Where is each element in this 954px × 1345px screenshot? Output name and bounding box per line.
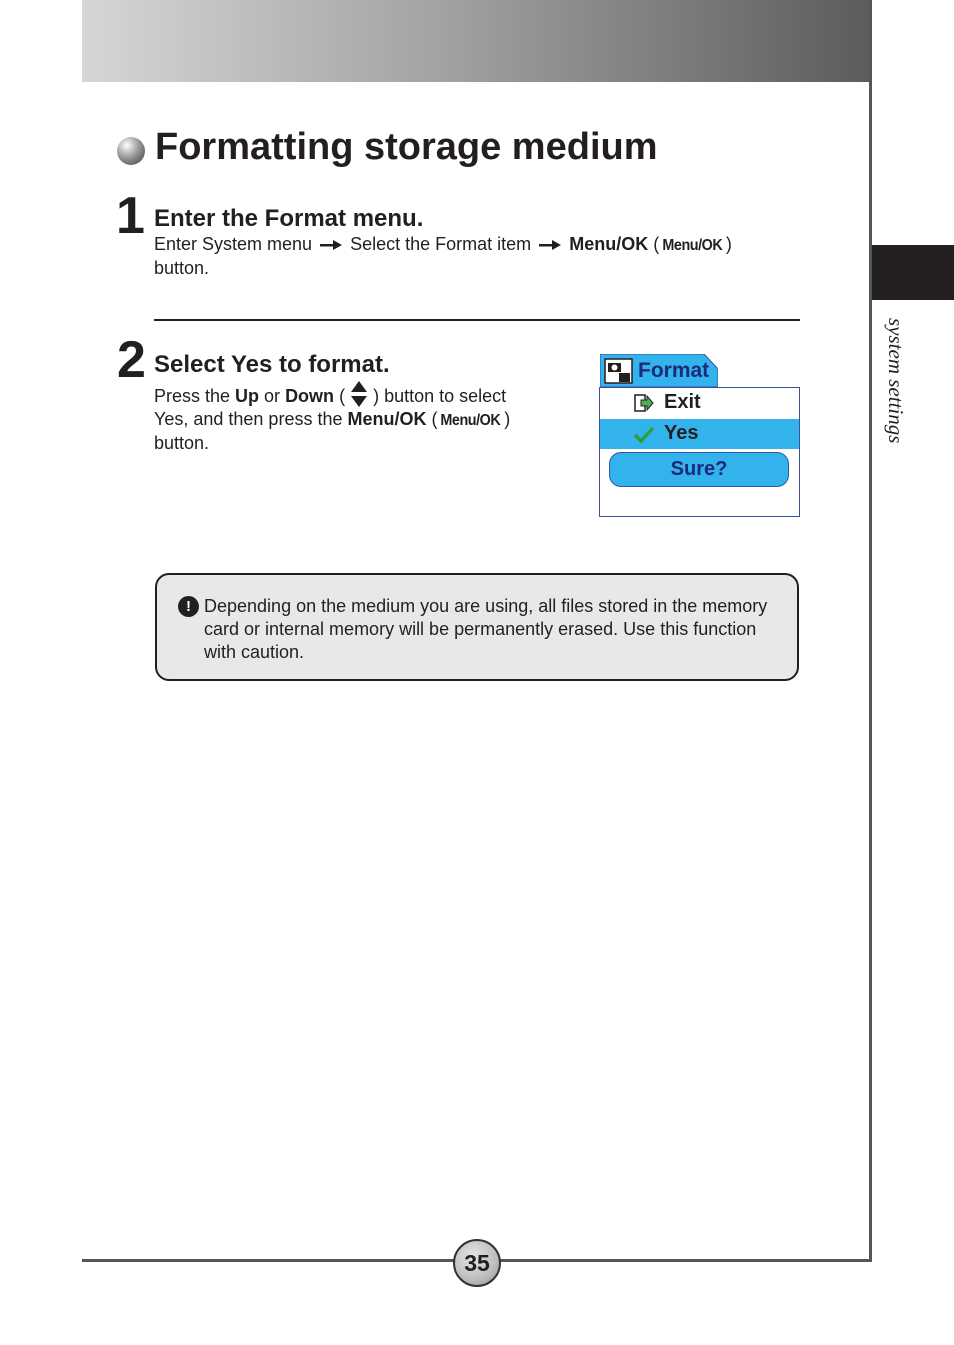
menu-ok-button-icon: Menu/OK	[440, 412, 501, 429]
section-tab	[872, 245, 954, 300]
step-divider	[154, 319, 800, 321]
camera-settings-icon	[605, 359, 632, 383]
warning-icon: !	[178, 596, 199, 617]
step-1-number: 1	[116, 187, 145, 245]
caution-note-text: Depending on the medium you are using, all files stored in the memory card or internal memory will be permanently erased. Use this function with caution.	[204, 596, 768, 662]
right-margin-rule	[869, 0, 872, 1262]
step-2-heading: Select Yes to format.	[154, 351, 390, 378]
exit-icon	[634, 393, 654, 413]
header-band	[82, 0, 870, 82]
menu-item-label: Exit	[664, 391, 701, 413]
menu-item-label: Yes	[664, 422, 699, 444]
menu-item-yes[interactable]	[600, 419, 799, 449]
caution-note	[155, 573, 799, 681]
camera-screen	[599, 387, 800, 517]
arrow-right-icon	[320, 240, 342, 250]
menu-item-exit[interactable]	[600, 388, 799, 418]
step-2-text: Press the Up or Down ( ) button to select Yes, and then press the Menu/OK ( Menu/OK ) button.	[154, 381, 574, 455]
menu-ok-button-icon: Menu/OK	[662, 237, 723, 254]
step-2-number: 2	[117, 331, 146, 389]
page-number: 35	[453, 1239, 501, 1287]
step-1-heading: Enter the Format menu.	[154, 205, 424, 232]
format-menu-title: Format	[638, 359, 710, 382]
arrow-right-icon	[539, 240, 561, 250]
step-1-text: Enter System menu Select the Format item Menu/OK ( Menu/OK ) button.	[154, 234, 732, 278]
confirm-sure-button[interactable]: Sure?	[609, 452, 789, 487]
page-title: Formatting storage medium	[155, 126, 658, 168]
checkmark-icon	[633, 426, 655, 444]
up-down-button-icon	[350, 381, 368, 407]
title-bullet-icon	[117, 137, 145, 165]
section-side-label: system settings	[884, 318, 908, 444]
